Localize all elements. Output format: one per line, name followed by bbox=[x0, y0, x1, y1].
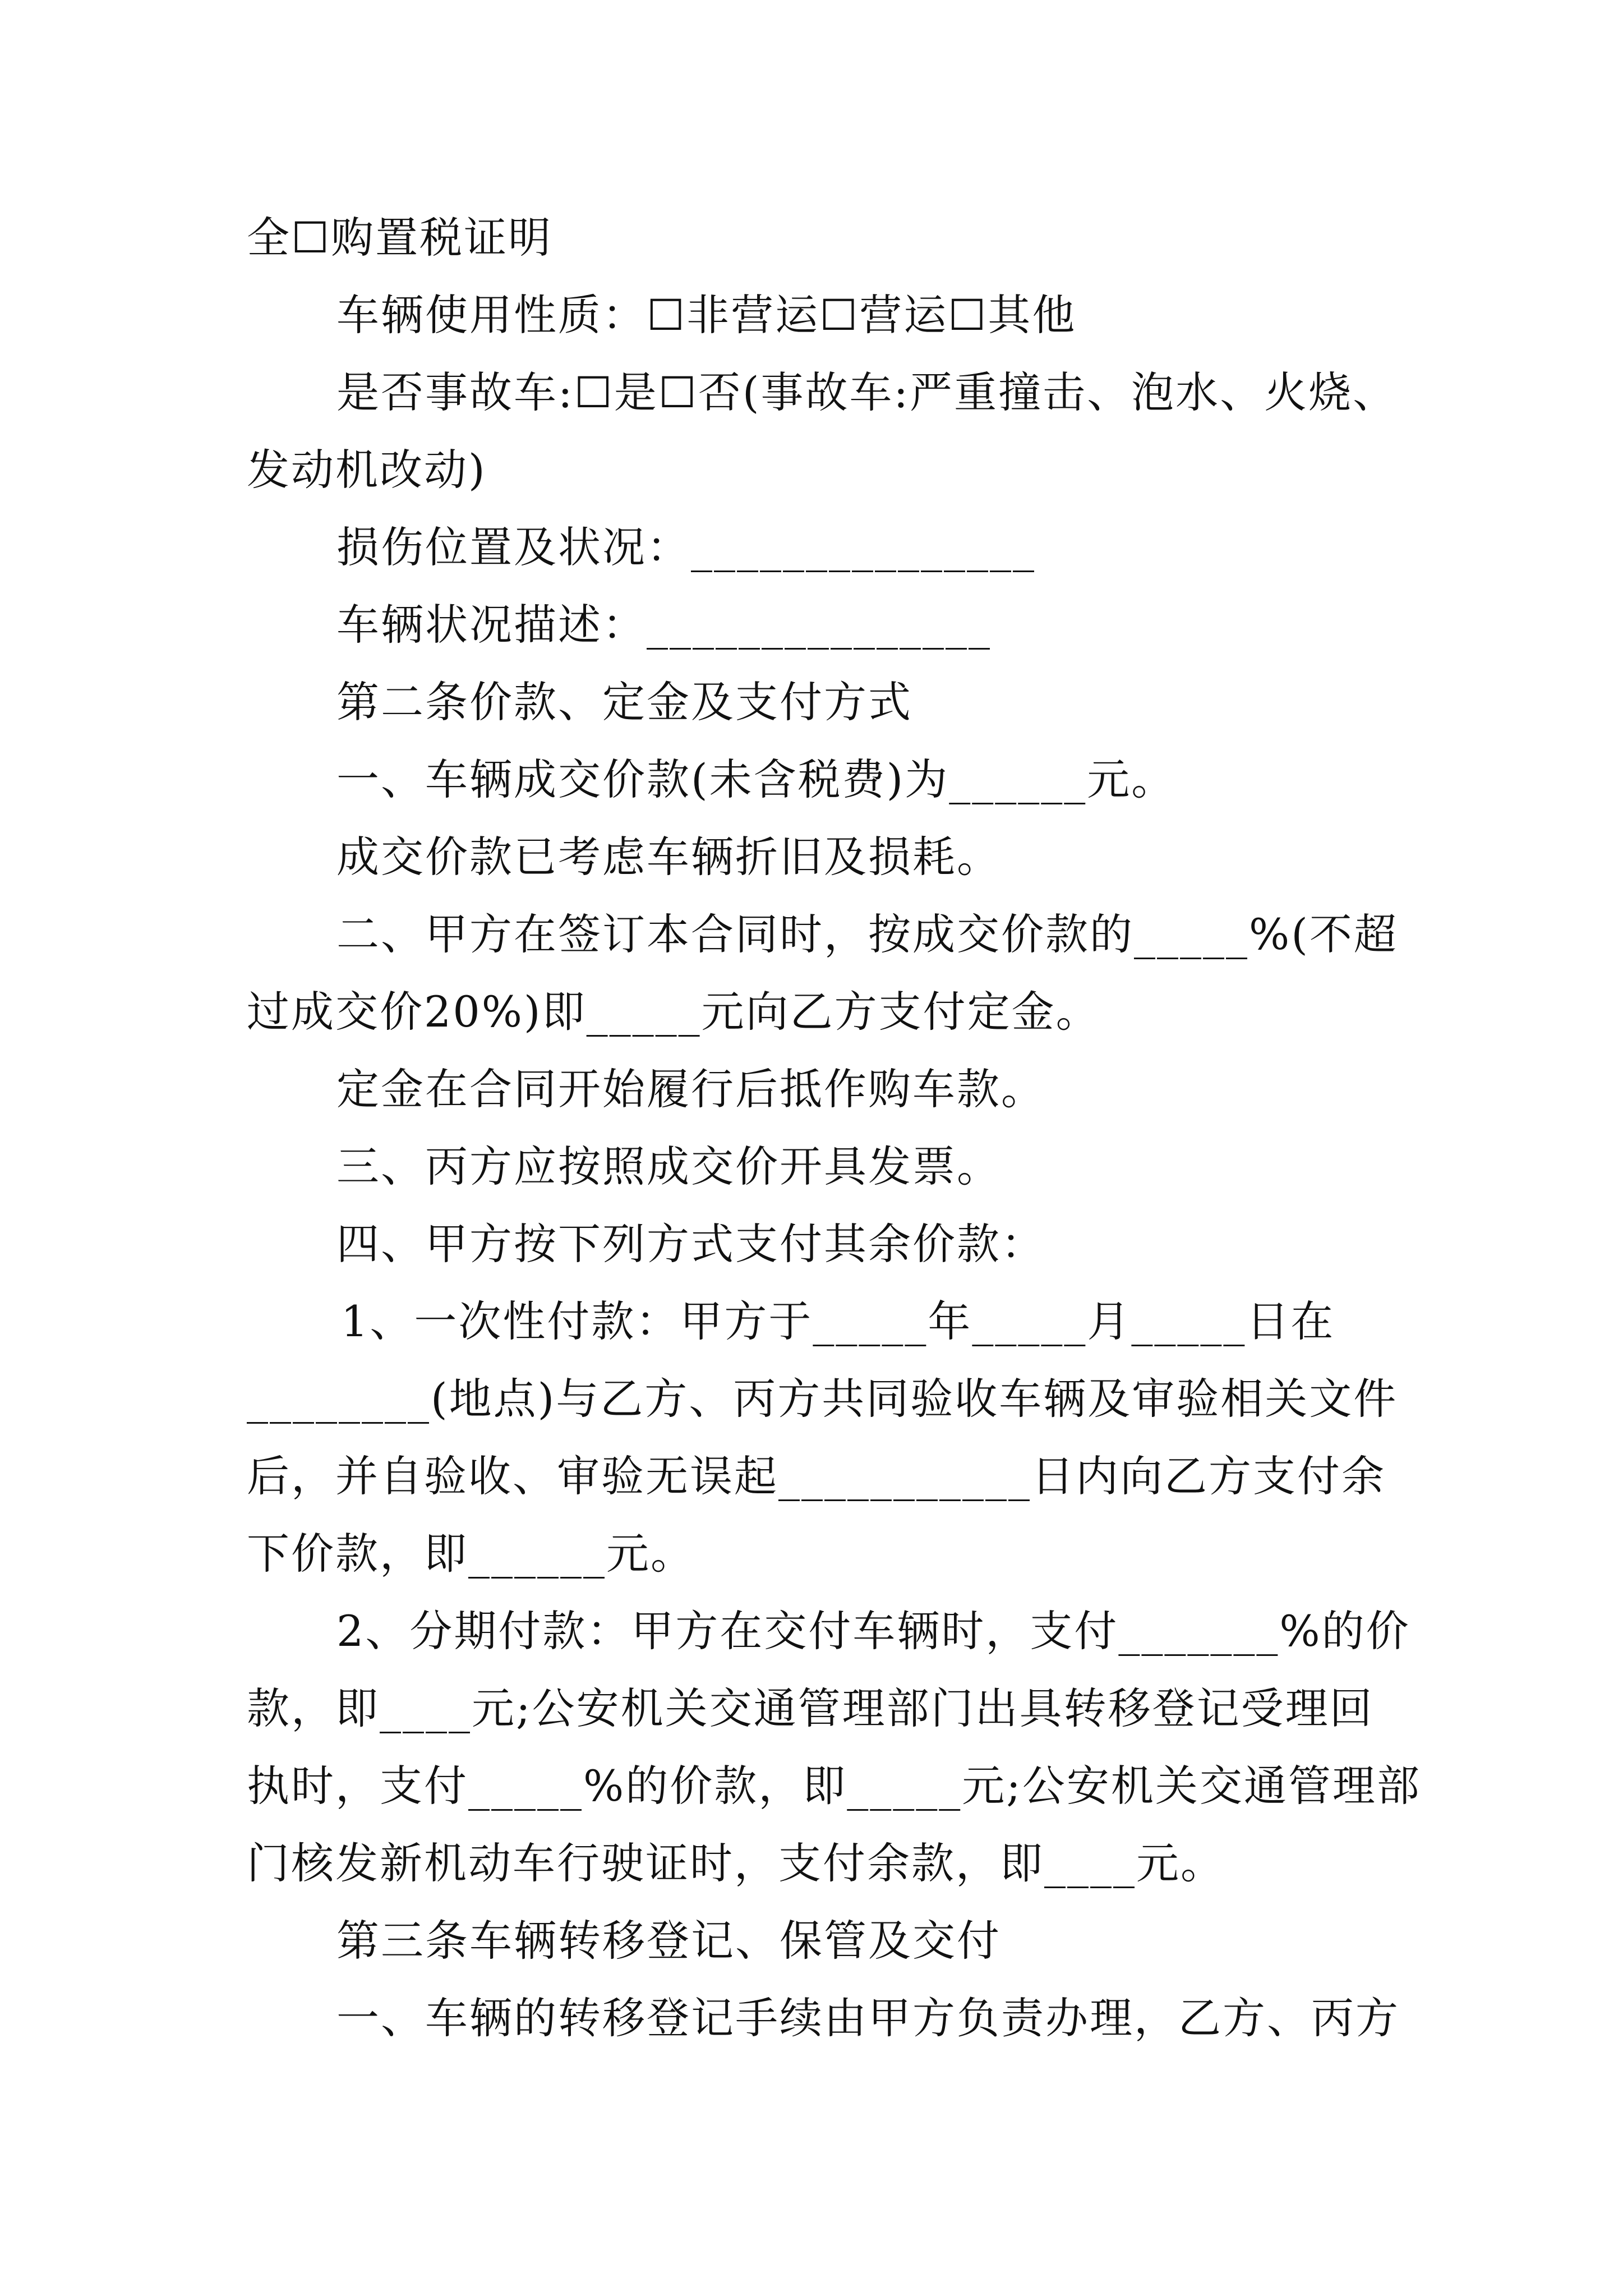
text-line: 门核发新机动车行驶证时，支付余款，即____元。 bbox=[247, 1838, 1225, 1888]
text-line: 车辆状况描述：_______________ bbox=[336, 600, 992, 650]
text-line: 二、甲方在签订本合同时，按成交价款的_____%(不超 bbox=[336, 909, 1398, 959]
text-line: 成交价款已考虑车辆折旧及损耗。 bbox=[336, 832, 1001, 882]
text-line: 全☐购置税证明 bbox=[247, 213, 553, 263]
text-line: 一、车辆成交价款(未含税费)为______元。 bbox=[336, 754, 1176, 804]
text-line: 定金在合同开始履行后抵作购车款。 bbox=[336, 1064, 1045, 1114]
text-line: 1、一次性付款：甲方于_____年_____月_____日在 bbox=[341, 1296, 1335, 1346]
text-line: ________(地点)与乙方、丙方共同验收车辆及审验相关文件 bbox=[247, 1374, 1398, 1424]
document-body bbox=[247, 199, 1421, 2057]
text-line: 损伤位置及状况：_______________ bbox=[336, 522, 1036, 572]
text-line: 车辆使用性质：☐非营运☐营运☐其他 bbox=[336, 290, 1077, 340]
text-line: 四、甲方按下列方式支付其余价款： bbox=[336, 1219, 1045, 1269]
text-line: 后，并自验收、审验无误起___________日内向乙方支付余 bbox=[247, 1451, 1386, 1501]
text-line: 一、车辆的转移登记手续由甲方负责办理，乙方、丙方 bbox=[336, 1993, 1400, 2043]
text-line: 2、分期付款：甲方在交付车辆时，支付_______%的价 bbox=[336, 1606, 1410, 1656]
text-line: 发动机改动) bbox=[247, 445, 487, 495]
text-line: 执时，支付_____%的价款，即_____元;公安机关交通管理部 bbox=[247, 1761, 1421, 1811]
text-line: 过成交价20%)即_____元向乙方支付定金。 bbox=[247, 987, 1100, 1037]
text-line: 款，即____元;公安机关交通管理部门出具转移登记受理回 bbox=[247, 1683, 1374, 1733]
text-line: 下价款，即______元。 bbox=[247, 1529, 695, 1579]
section-heading: 第二条价款、定金及支付方式 bbox=[336, 677, 912, 727]
text-line: 三、丙方应按照成交价开具发票。 bbox=[336, 1142, 1001, 1191]
section-heading: 第三条车辆转移登记、保管及交付 bbox=[336, 1916, 1001, 1966]
text-line: 是否事故车:☐是☐否(事故车:严重撞击、泡水、火烧、 bbox=[336, 367, 1398, 417]
